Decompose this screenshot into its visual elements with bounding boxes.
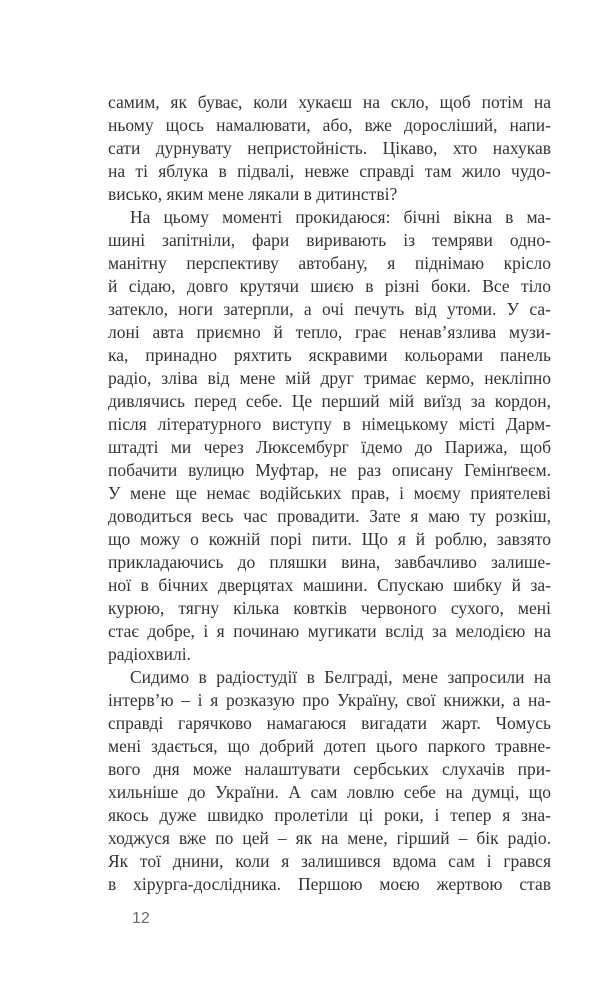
text-line: На цьому моменті прокидаюся: бічні вікна в ма-	[130, 207, 551, 227]
text-line: вого дня може налаштувати сербських слухачів при-	[108, 759, 551, 779]
text-line: доводиться весь час провадити. Зате я маю ту розкіш,	[108, 506, 551, 526]
text-line: радіохвилі.	[108, 644, 191, 664]
text-line: ної в бічних дверцятах машини. Спускаю шибку й за-	[108, 575, 551, 595]
text-line: дивлячись перед себе. Це перший мій виїзд за кордон,	[108, 391, 551, 411]
page-number: 12	[132, 910, 150, 927]
text-line: шині запітніли, фари виривають із темряви одно-	[108, 230, 551, 250]
paragraph	[108, 666, 551, 896]
text-line: затекло, ноги затерпли, а очі печуть від утоми. У са-	[108, 299, 551, 319]
text-line: лоні авта приємно й тепло, грає ненав’язлива музи-	[108, 322, 551, 342]
text-line: справді гарячково намагаюся вигадати жарт. Чомусь	[108, 713, 551, 733]
text-line: після літературного виступу в німецькому місті Дарм-	[108, 414, 551, 434]
text-line: ньому щось намалювати, або, вже доросліший, напи-	[108, 115, 551, 135]
text-line: ка, принадно ряхтить яскравими кольорами панель	[108, 345, 551, 365]
text-line: й сідаю, довго крутячи шиєю в різні боки. Все тіло	[108, 276, 551, 296]
paragraph	[108, 91, 551, 206]
text-line: самим, як буває, коли хукаєш на скло, щоб потім на	[108, 92, 551, 112]
text-line: в хірурга-дослідника. Першою моєю жертвою став	[108, 874, 551, 894]
text-line: курюю, тягну кілька ковтків червоного сухого, мені	[108, 598, 551, 618]
text-line: мені здається, що добрий дотеп цього паркого травне-	[108, 736, 551, 756]
text-line: манітну перспективу автобану, я піднімаю крісло	[108, 253, 551, 273]
text-line: на ті яблука в підвалі, невже справді там жило чудо-	[108, 161, 551, 181]
text-line: побачити вулицю Муфтар, не раз описану Гемінґвеєм.	[108, 460, 551, 480]
text-line: що можу о кожній порі пити. Що я й роблю, завзято	[108, 529, 551, 549]
paragraph	[108, 206, 551, 666]
text-line: Сидимо в радіостудії в Белграді, мене запросили на	[130, 667, 551, 687]
text-line: штадті ми через Люксембург їдемо до Парижа, щоб	[108, 437, 551, 457]
text-line: якось дуже швидко пролетіли ці роки, і тепер я зна-	[108, 805, 551, 825]
text-line: стає добре, і я починаю мугикати вслід за мелодією на	[108, 621, 551, 641]
text-line: У мене ще немає водійських прав, і моєму приятелеві	[108, 483, 551, 503]
text-line: висько, яким мене лякали в дитинстві?	[108, 184, 398, 204]
text-line: Як тої днини, коли я залишився вдома сам і грався	[108, 851, 551, 871]
text-line: інтерв’ю – і я розказую про Україну, свої книжки, а на-	[108, 690, 551, 710]
text-line: ходжуся вже по цей – як на мене, гірший – бік радіо.	[108, 828, 551, 848]
text-line: сати дурнувату непристойність. Цікаво, хто нахукав	[108, 138, 551, 158]
text-line: радіо, зліва від мене мій друг тримає кермо, некліпно	[108, 368, 551, 388]
text-line: прикладаючись до пляшки вина, завбачливо залише-	[108, 552, 551, 572]
body-text-block	[108, 91, 551, 896]
text-line: хильніше до України. А сам ловлю себе на думці, що	[108, 782, 551, 802]
